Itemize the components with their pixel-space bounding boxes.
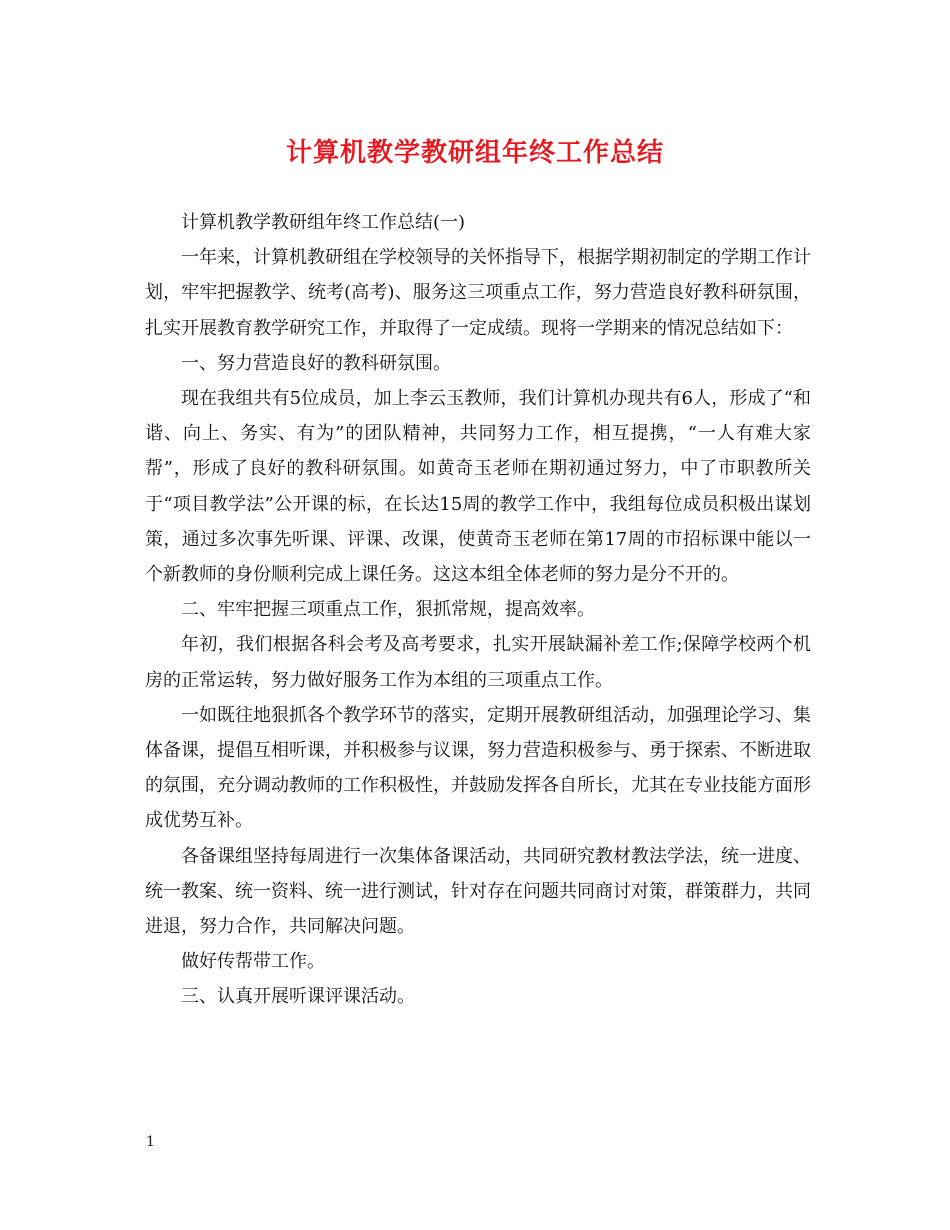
paragraph-lesson-prep: 各备课组坚持每周进行一次集体备课活动，共同研究教材教法学法，统一进度、统一教案、统一资料、统一进行测试，针对存在问题共同商讨对策，群策群力，共同进退，努力合作，共同解决问题。 bbox=[145, 845, 811, 938]
document-body bbox=[145, 205, 811, 1015]
section-heading-1: 一、努力营造良好的教科研氛围。 bbox=[181, 352, 451, 374]
paragraph-mentoring: 做好传帮带工作。 bbox=[181, 951, 325, 973]
paragraph-subtitle: 计算机教学教研组年终工作总结(一) bbox=[181, 212, 466, 233]
page-title: 计算机教学教研组年终工作总结 bbox=[285, 138, 664, 168]
section-heading-2: 二、牢牢把握三项重点工作，狠抓常规，提高效率。 bbox=[181, 599, 595, 621]
page-number: 1 bbox=[146, 1134, 155, 1150]
section-heading-3: 三、认真开展听课评课活动。 bbox=[181, 986, 415, 1008]
paragraph-priorities: 年初，我们根据各科会考及高考要求，扎实开展缺漏补差工作;保障学校两个机房的正常运转，努力做好服务工作为本组的三项重点工作。 bbox=[145, 634, 811, 691]
paragraph-intro: 一年来，计算机教研组在学校领导的关怀指导下，根据学期初制定的学期工作计划，牢牢把握教学、统考(高考)、服务这三项重点工作，努力营造良好教科研氛围，扎实开展教育教学研究工作，并取得了一定成绩。现将一学期来的情况总结如下： bbox=[145, 247, 811, 339]
paragraph-routine: 一如既往地狠抓各个教学环节的落实，定期开展教研组活动，加强理论学习、集体备课，提倡互相听课，并积极参与议课，努力营造积极参与、勇于探索、不断进取的氛围，充分调动教师的工作积极性，并鼓励发挥各自所长，尤其在专业技能方面形成优势互补。 bbox=[145, 704, 811, 832]
paragraph-team: 现在我组共有5位成员，加上李云玉教师，我们计算机办现共有6人，形成了“和谐、向上、务实、有为”的团队精神，共同努力工作，相互提携，“一人有难大家帮”，形成了良好的教科研氛围。如黄奇玉老师在期初通过努力，中了市职教所关于“项目教学法”公开课的标，在长达15周的教学工作中，我组每位成员积极出谋划策，通过多次事先听课、评课、改课，使黄奇玉老师在第17周的市招标课中能以一个新教师的身份顺利完成上课任务。这这本组全体老师的努力是分不开的。 bbox=[145, 388, 811, 586]
